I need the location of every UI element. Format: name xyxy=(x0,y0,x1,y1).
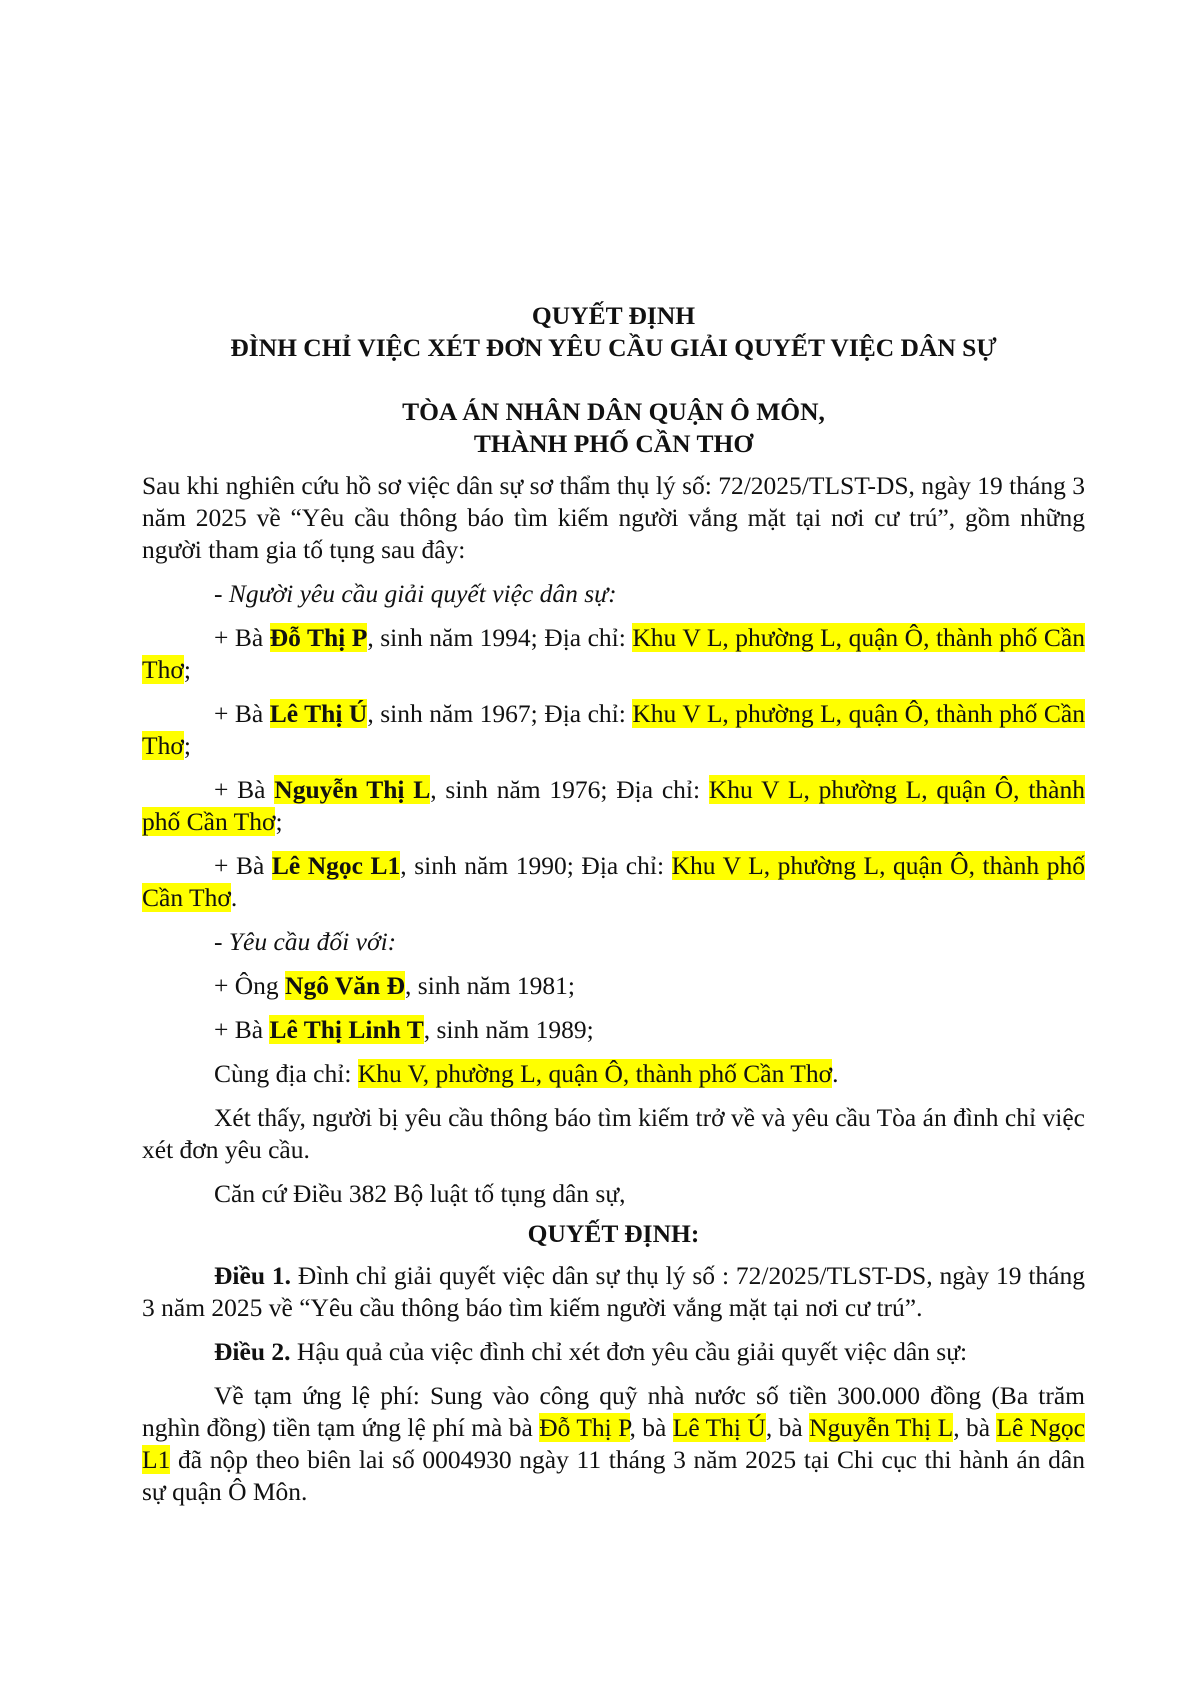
title-line: QUYẾT ĐỊNH xyxy=(531,301,696,330)
fee-text: đã nộp theo biên lai số 0004930 ngày 11 tháng 3 năm 2025 tại Chi cục thi hành án dân sự quận Ô Môn. xyxy=(142,1445,1085,1506)
requester-name: Lê Ngọc L1 xyxy=(271,851,401,880)
respondent-prefix: + Bà xyxy=(214,1015,270,1044)
requester-end: ; xyxy=(275,807,283,836)
court-line-1: TÒA ÁN NHÂN DÂN QUẬN Ô MÔN, xyxy=(402,397,825,426)
requesters-heading: - Người yêu cầu giải quyết việc dân sự: xyxy=(214,579,617,608)
fee-text: , bà xyxy=(629,1413,673,1442)
court-line-2: THÀNH PHỐ CẦN THƠ xyxy=(473,429,754,458)
subtitle-line: ĐÌNH CHỈ VIỆC XÉT ĐƠN YÊU CẦU GIẢI QUYẾT VIỆC DÂN SỰ xyxy=(230,333,997,362)
common-address-label: Cùng địa chỉ: xyxy=(214,1059,358,1088)
article-2 xyxy=(142,1336,1085,1368)
common-address xyxy=(142,1058,1085,1090)
requester-mid: , sinh năm 1967; Địa chỉ: xyxy=(367,699,633,728)
respondent-rest: , sinh năm 1981; xyxy=(405,971,576,1000)
requester-end: . xyxy=(230,883,238,912)
requester-address: Khu V L, phường L, quận Ô, thành phố Cần Thơ xyxy=(142,775,1085,836)
fee-text: , bà xyxy=(765,1413,810,1442)
article-1-text: Đình chỉ giải quyết việc dân sự thụ lý số : 72/2025/TLST-DS, ngày 19 tháng 3 năm 2025 về “Yêu cầu thông báo tìm kiếm người vắng mặt tại nơi cư trú”. xyxy=(142,1261,1085,1322)
requester-name: Nguyễn Thị L xyxy=(274,775,431,804)
article-2-text: Hậu quả của việc đình chỉ xét đơn yêu cầu giải quyết việc dân sự: xyxy=(290,1337,968,1366)
requester-prefix: + Bà xyxy=(214,623,270,652)
court-name xyxy=(142,396,1085,460)
requester-address: Khu V L, phường L, quận Ô, thành phố Cần Thơ xyxy=(142,851,1085,912)
requester-prefix: + Bà xyxy=(214,851,272,880)
requester-prefix: + Bà xyxy=(214,775,275,804)
fee-text: Về tạm ứng lệ phí: Sung vào công quỹ nhà nước số tiền 300.000 đồng (Ba trăm nghìn đồng) tiền tạm ứng lệ phí mà bà xyxy=(142,1381,1085,1442)
requester-mid: , sinh năm 1994; Địa chỉ: xyxy=(367,623,633,652)
fee-paragraph xyxy=(142,1380,1085,1508)
respondent-name: Ngô Văn Đ xyxy=(285,971,406,1000)
respondent-rest: , sinh năm 1989; xyxy=(423,1015,594,1044)
fee-text: , bà xyxy=(953,1413,997,1442)
respondent-prefix: + Ông xyxy=(214,971,286,1000)
consideration-paragraph: Xét thấy, người bị yêu cầu thông báo tìm kiếm trở về và yêu cầu Tòa án đình chỉ việc xét đơn yêu cầu. xyxy=(142,1103,1085,1164)
fee-name: Lê Thị Ú xyxy=(672,1413,766,1442)
document-page xyxy=(142,300,1085,1520)
legal-basis: Căn cứ Điều 382 Bộ luật tố tụng dân sự, xyxy=(214,1179,626,1208)
requester-address: Khu V L, phường L, quận Ô, thành phố Cần Thơ xyxy=(142,699,1085,760)
common-address-value: Khu V, phường L, quận Ô, thành phố Cần Thơ xyxy=(357,1059,833,1088)
fee-name: Nguyễn Thị L xyxy=(809,1413,954,1442)
article-2-label: Điều 2. xyxy=(214,1337,291,1366)
requester-prefix: + Bà xyxy=(214,699,270,728)
requester-address: Khu V L, phường L, quận Ô, thành phố Cần Thơ xyxy=(142,623,1085,684)
fee-name: Lê Ngọc L1 xyxy=(142,1413,1085,1474)
decision-heading: QUYẾT ĐỊNH: xyxy=(527,1219,700,1248)
common-address-end: . xyxy=(832,1059,839,1088)
requester-name: Lê Thị Ú xyxy=(269,699,368,728)
intro-paragraph: Sau khi nghiên cứu hồ sơ việc dân sự sơ thẩm thụ lý số: 72/2025/TLST-DS, ngày 19 tháng 3 năm 2025 về “Yêu cầu thông báo tìm kiếm người vắng mặt tại nơi cư trú”, gồm những người tham gia tố tụng sau đây: xyxy=(142,471,1085,564)
requester-end: ; xyxy=(183,655,191,684)
requester-name: Đỗ Thị P xyxy=(269,623,368,652)
requester-item xyxy=(142,850,1085,914)
requester-mid: , sinh năm 1976; Địa chỉ: xyxy=(430,775,709,804)
respondents-heading: - Yêu cầu đối với: xyxy=(214,927,397,956)
article-1-label: Điều 1. xyxy=(214,1261,292,1290)
requester-end: ; xyxy=(183,731,191,760)
document-title xyxy=(142,300,1085,364)
requester-item xyxy=(142,698,1085,762)
respondent-item xyxy=(142,970,1085,1002)
respondent-name: Lê Thị Linh T xyxy=(269,1015,424,1044)
article-1 xyxy=(142,1260,1085,1324)
fee-name: Đỗ Thị P xyxy=(539,1413,630,1442)
respondent-item xyxy=(142,1014,1085,1046)
requester-item xyxy=(142,622,1085,686)
requester-mid: , sinh năm 1990; Địa chỉ: xyxy=(400,851,672,880)
requester-item xyxy=(142,774,1085,838)
